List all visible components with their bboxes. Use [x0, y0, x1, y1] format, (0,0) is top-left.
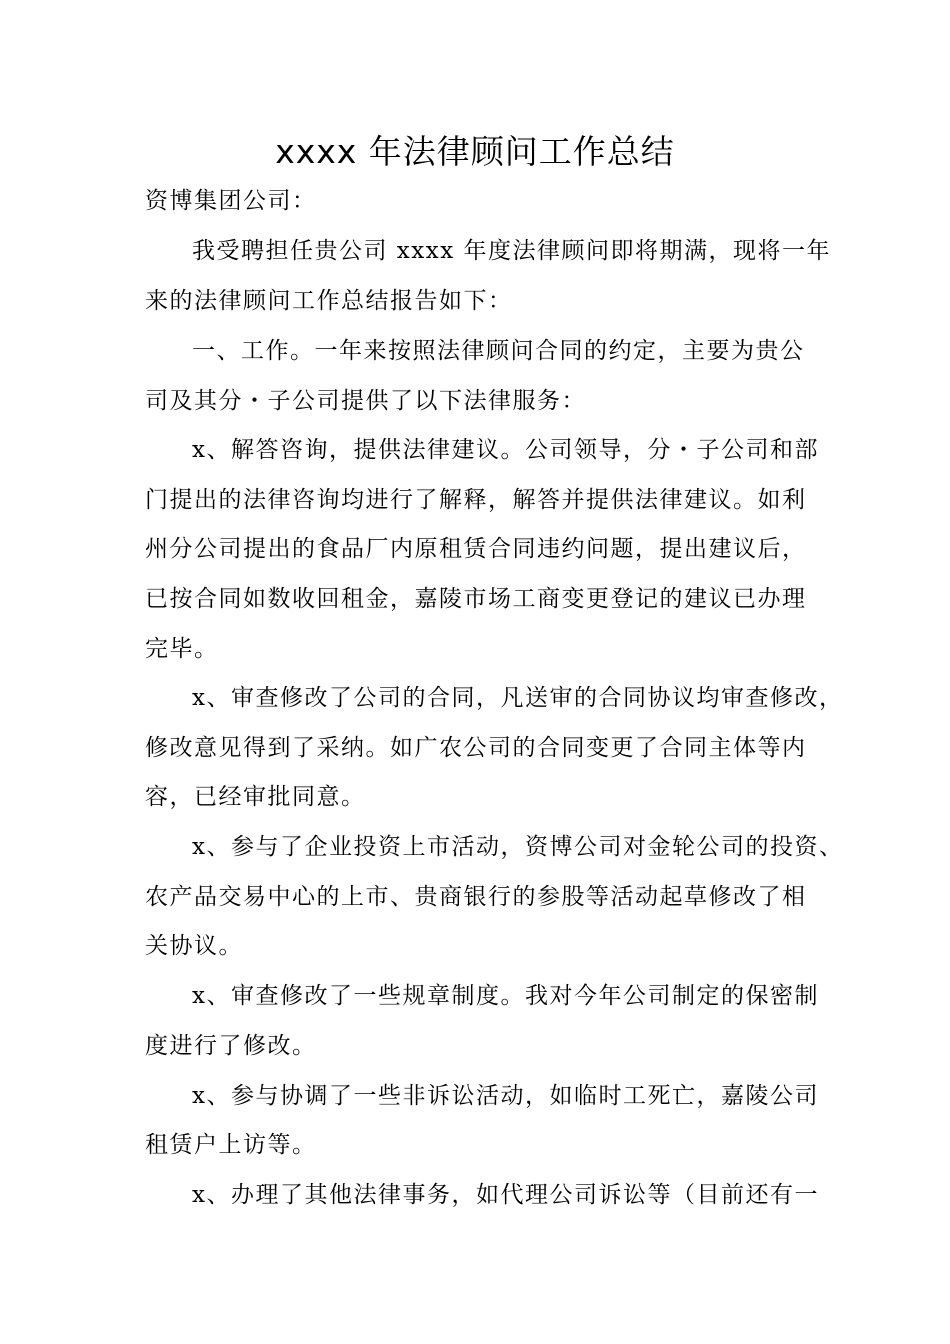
- paragraph-line: 一、工作。一年来按照法律顾问合同的约定，主要为贵公: [192, 338, 805, 364]
- paragraph-line: x、解答咨询，提供法律建议。公司领导，分・子公司和部: [192, 437, 819, 463]
- paragraph-line: 司及其分・子公司提供了以下法律服务：: [145, 388, 586, 414]
- salutation: 资博集团公司：: [145, 188, 317, 214]
- paragraph-line: 修改意见得到了采纳。如广农公司的合同变更了合同主体等内: [145, 735, 807, 761]
- paragraph-line: x、审查修改了一些规章制度。我对今年公司制定的保密制: [192, 983, 819, 1009]
- paragraph-line: 容，已经审批同意。: [145, 784, 366, 810]
- paragraph-line: 州分公司提出的食品厂内原租赁合同违约问题，提出建议后，: [145, 536, 807, 562]
- paragraph-line: 来的法律顾问工作总结报告如下：: [145, 288, 513, 314]
- paragraph-line: 租赁户上访等。: [145, 1132, 317, 1158]
- document-title: xxxx 年法律顾问工作总结: [275, 132, 675, 171]
- paragraph-line: x、审查修改了公司的合同，凡送审的合同协议均审查修改，: [192, 685, 844, 711]
- paragraph-line: 我受聘担任贵公司 xxxx 年度法律顾问即将期满，现将一年: [192, 238, 832, 264]
- paragraph-line: 门提出的法律咨询均进行了解释，解答并提供法律建议。如利: [145, 487, 807, 513]
- paragraph-line: x、参与协调了一些非诉讼活动，如临时工死亡，嘉陵公司: [192, 1083, 819, 1109]
- paragraph-line: 度进行了修改。: [145, 1033, 317, 1059]
- paragraph-line: 已按合同如数收回租金，嘉陵市场工商变更登记的建议已办理: [145, 586, 807, 612]
- paragraph-line: x、办理了其他法律事务，如代理公司诉讼等（目前还有一: [192, 1182, 819, 1208]
- paragraph-line: 完毕。: [145, 636, 219, 662]
- paragraph-line: 农产品交易中心的上市、贵商银行的参股等活动起草修改了相: [145, 884, 807, 910]
- paragraph-line: 关协议。: [145, 933, 243, 959]
- paragraph-line: x、参与了企业投资上市活动，资博公司对金轮公司的投资、: [192, 834, 844, 860]
